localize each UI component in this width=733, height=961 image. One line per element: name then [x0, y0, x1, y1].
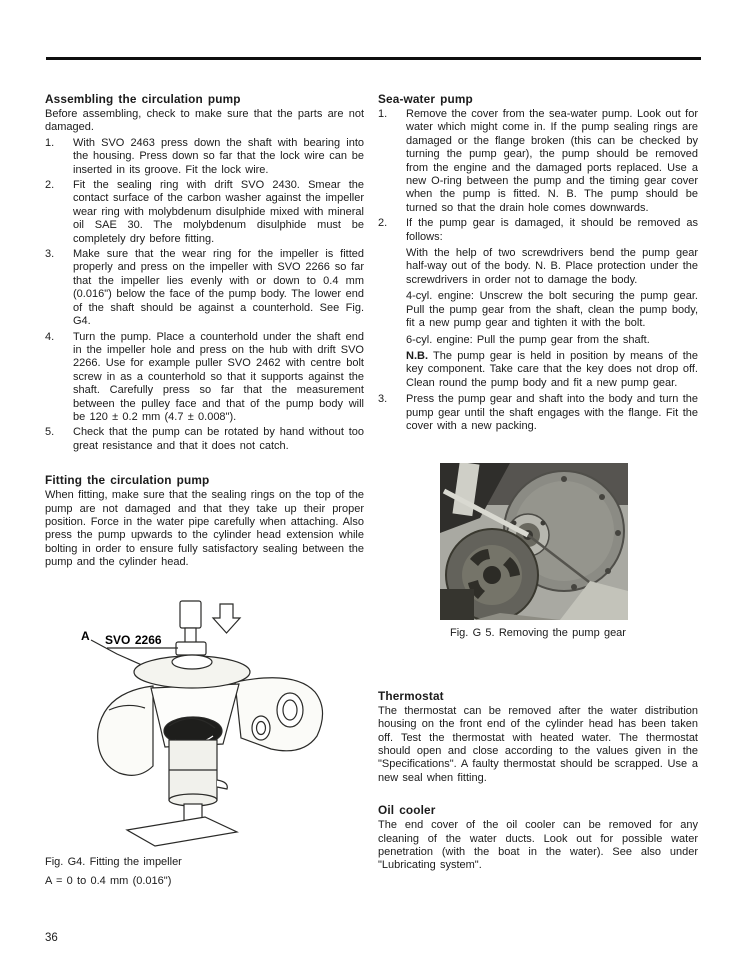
list-number: 5.: [45, 426, 55, 439]
sub-paragraph-nb: [406, 350, 698, 390]
sub-paragraph-screwdrivers: With the help of two screwdrivers bend the pump gear half-way out of the body. N. B. Place protection under the screwdrivers in order not to damage the body.: [406, 247, 698, 286]
left-column: [45, 92, 364, 888]
list-number: 2.: [378, 217, 388, 230]
section-heading-assembling: Assembling the circulation pump: [45, 92, 241, 106]
section-heading-thermostat: Thermostat: [378, 688, 444, 703]
fig-g5-caption: Fig. G 5. Removing the pump gear: [450, 627, 626, 640]
sub-paragraph-6cyl: 6-cyl. engine: Pull the pump gear from the shaft.: [406, 333, 650, 346]
right-column: [378, 92, 698, 873]
list-text: If the pump gear is damaged, it should be removed as follows:: [406, 217, 698, 243]
list-number: 1.: [45, 136, 55, 149]
list-item: [378, 108, 698, 215]
list-text: Turn the pump. Place a counterhold under the shaft end in the impeller hole and press on the hub with drift SVO 2266. Use for example puller SVO 2462 with centre bolt screw in as a counterhold so that it supports against the shaft. Carefully press so far that the measurement between the pulley face and that of the pump body will be 120 ± 0.2 mm (4.7 ± 0.008").: [73, 330, 364, 423]
pump-gear-photo: [440, 463, 628, 620]
list-item: [45, 248, 364, 328]
figure-g5: [440, 463, 628, 620]
pump-drawing: [57, 598, 359, 848]
list-text: Make sure that the wear ring for the impeller is fitted properly and press on the impeller with SVO 2266 so far that the impeller lies evenly with or down to 0.4 mm (0.016") below the face of the pump body. The lower end of the shaft should be against a counterhold. See Fig. G4.: [73, 248, 364, 328]
fig-g4-dim-note: A = 0 to 0.4 mm (0.016"): [45, 875, 172, 887]
list-item: [45, 179, 364, 246]
list-number: 3.: [45, 248, 55, 261]
nb-text: The pump gear is held in position by means of the key component. Take care that the key does not drop off. Clean round the pump body and fit a new pump gear.: [406, 349, 698, 389]
list-text: Fit the sealing ring with drift SVO 2430. Smear the contact surface of the carbon washer against the impeller wear ring with molybdenum disulphide mixed with mineral oil SAE 30. The molybdenum disulphide must be completely dry before fitting.: [73, 179, 364, 245]
list-number: 2.: [45, 179, 55, 192]
section-heading-seawater: Sea-water pump: [378, 92, 473, 106]
top-rule: [46, 57, 701, 60]
list-text: Remove the cover from the sea-water pump. Look out for water which might come in. If the pump sealing rings are damaged or the flange broken (this can be checked by turning the pump gear), the pump should be removed from the engine and the damaged ports replaced. Use a new O-ring between the pump and the timing gear cover when the pump is fitted. N. B. The pump should be turned so that the drain hole comes downwards.: [406, 108, 698, 214]
figure-g4: [57, 598, 359, 848]
sub-paragraph-4cyl: 4-cyl. engine: Unscrew the bolt securing the pump gear. Pull the pump gear from the shaft, clean the pump body, fit a new pump gear and tighten it with the bolt.: [406, 290, 698, 330]
list-text: Check that the pump can be rotated by hand without too great resistance and that it does not catch.: [73, 426, 364, 452]
list-text: Press the pump gear and shaft into the body and turn the pump gear until the shaft engages with the flange. Fit the cover with a new packing.: [406, 393, 698, 432]
section-heading-oil-cooler: Oil cooler: [378, 803, 436, 818]
list-item: [45, 426, 364, 453]
list-number: 3.: [378, 393, 388, 406]
section-heading-fitting: Fitting the circulation pump: [45, 473, 210, 488]
thermostat-body: The thermostat can be removed after the water distribution housing on the front end of the cylinder head has been taken off. Test the thermostat with heated water. The thermostat should open and close according to the values given in the "Specifications". A faulty thermostat should be scrapped. Use a new seal when fitting.: [378, 704, 698, 784]
down-arrow-icon: [213, 604, 240, 633]
nb-label: N.B.: [406, 349, 428, 362]
list-text: With SVO 2463 press down the shaft with bearing into the housing. Press down so far that the lock wire can be inserted in its groove. Fit the lock wire.: [73, 136, 364, 176]
fitting-body: When fitting, make sure that the sealing rings on the top of the pump are not damaged and that they take up their proper position. Force in the water pipe carefully when attaching. Also press the pump upwards to the cylinder head extension while bolting in order to ensure fully satisfactory sealing between the pump and the cylinder head.: [45, 489, 364, 569]
page-number: 36: [45, 932, 58, 944]
dim-label-a: A: [81, 628, 90, 643]
list-item: [45, 137, 364, 177]
oil-cooler-body: The end cover of the oil cooler can be removed for any cleaning of the water ducts. Look out for possible water penetration (with the boat in the water). See also under "Lubricating system".: [378, 819, 698, 872]
list-number: 4.: [45, 330, 55, 343]
list-item: [378, 393, 698, 433]
fig-g4-caption: Fig. G4. Fitting the impeller: [45, 855, 182, 868]
tool-label: SVO 2266: [105, 632, 162, 647]
list-item: [45, 331, 364, 425]
list-item: [378, 217, 698, 244]
assembling-intro: Before assembling, check to make sure that the parts are not damaged.: [45, 108, 364, 134]
list-number: 1.: [378, 108, 388, 120]
